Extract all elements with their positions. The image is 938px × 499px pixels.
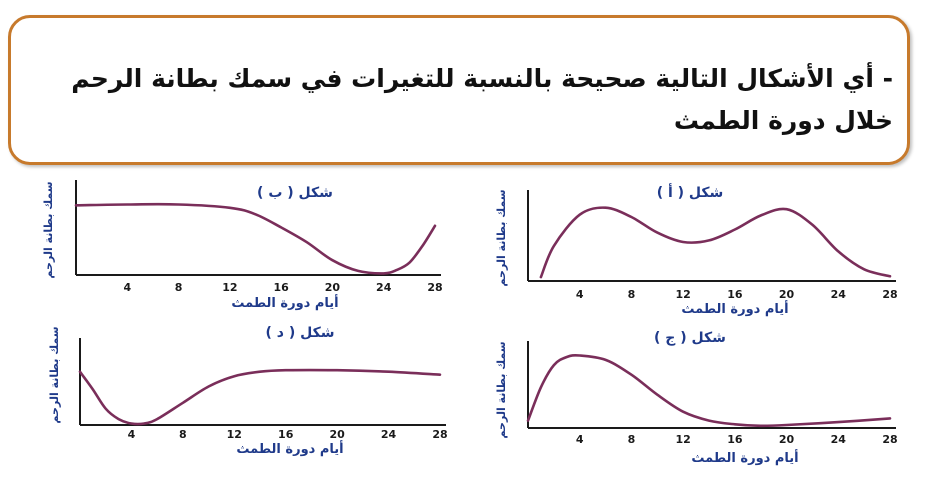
chart-title: شكل ( د )	[265, 325, 335, 341]
x-axis-label: أيام دورة الطمث	[231, 296, 339, 311]
x-axis-label: أيام دورة الطمث	[681, 302, 789, 317]
x-tick-label: 8	[174, 281, 183, 294]
x-tick-label: 16	[278, 428, 294, 441]
x-tick-label: 24	[380, 428, 397, 441]
chart-panel-b	[42, 180, 443, 311]
x-tick-label: 28	[427, 281, 443, 294]
y-axis-label: سمك بطانة الرحم	[495, 189, 508, 287]
x-tick-label: 12	[226, 428, 242, 441]
x-tick-label: 20	[778, 288, 795, 301]
x-tick-label: 4	[123, 281, 132, 294]
x-tick-label: 20	[329, 428, 345, 441]
question-text: - أي الأشكال التالية صحيحة بالنسبة للتغيرات في سمك بطانة الرحم خلال دورة الطمث	[71, 64, 893, 135]
x-tick-label: 8	[179, 428, 187, 441]
x-tick-label: 12	[675, 288, 691, 301]
chart-panel-c	[495, 330, 898, 466]
x-tick-label: 28	[882, 288, 898, 301]
y-axis-label: سمك بطانة الرحم	[495, 341, 508, 439]
chart-panel-d	[48, 325, 448, 457]
chart-panel-a	[495, 183, 898, 317]
y-axis-label: سمك بطانة الرحم	[48, 326, 61, 424]
thickness-curve	[528, 355, 890, 426]
x-tick-label: 24	[830, 433, 846, 446]
thickness-curve	[76, 204, 435, 273]
x-tick-label: 28	[432, 428, 448, 441]
x-tick-label: 12	[222, 281, 238, 294]
x-axis-label: أيام دورة الطمث	[691, 451, 799, 466]
x-axis-label: أيام دورة الطمث	[236, 442, 344, 457]
x-tick-label: 16	[727, 433, 743, 446]
x-tick-label: 16	[727, 288, 743, 301]
thickness-curve	[80, 370, 440, 424]
x-tick-label: 28	[882, 433, 898, 446]
chart-title: شكل ( أ )	[656, 185, 724, 201]
x-tick-label: 4	[127, 428, 136, 441]
x-tick-label: 16	[273, 281, 289, 294]
x-tick-label: 24	[830, 288, 846, 301]
x-tick-label: 24	[376, 281, 392, 294]
x-tick-label: 20	[324, 281, 341, 294]
chart-title: شكل ( ب )	[257, 185, 333, 201]
x-tick-label: 4	[575, 288, 584, 301]
x-tick-label: 4	[575, 433, 584, 446]
y-axis-label: سمك بطانة الرحم	[42, 181, 55, 279]
x-tick-label: 8	[627, 288, 636, 301]
thickness-curve	[541, 208, 890, 277]
x-tick-label: 20	[778, 433, 795, 446]
chart-title: شكل ( ج )	[654, 330, 726, 346]
x-tick-label: 8	[627, 433, 636, 446]
x-tick-label: 12	[675, 433, 691, 446]
